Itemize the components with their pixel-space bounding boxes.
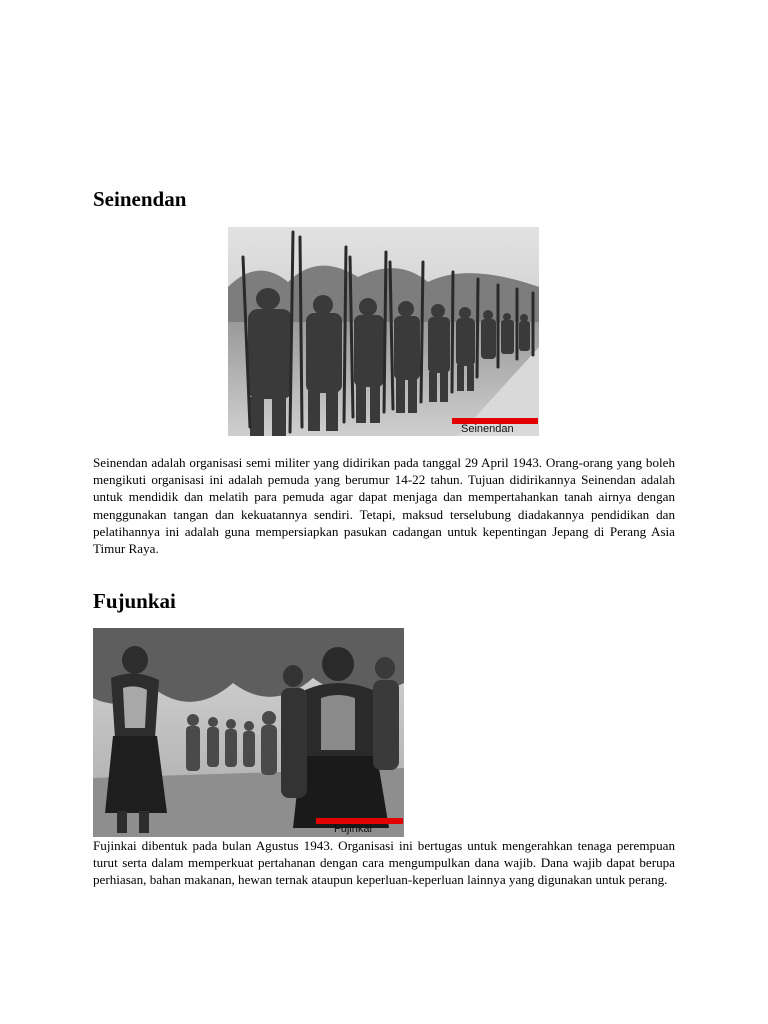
fujinkai-paragraph: Fujinkai dibentuk pada bulan Agustus 1943. Organisasi ini bertugas untuk mengerahkan tenaga perempuan turut serta dalam memperkuat pertahanan dengan cara mengumpulkan dana wajib. Dana wajib dapat berupa perhiasan, bahan makanan, hewan ternak ataupun keperluan-keperluan lainnya yang digunakan untuk perang. (93, 838, 675, 888)
seinendan-photo (228, 227, 539, 436)
fujinkai-photo-illustration (93, 628, 404, 837)
section-title-fujunkai: Fujunkai (93, 589, 176, 613)
section-title-seinendan: Seinendan (93, 187, 187, 211)
seinendan-paragraph: Seinendan adalah organisasi semi militer yang didirikan pada tanggal 29 April 1943. Orang-orang yang boleh mengikuti organisasi ini adalah pemuda yang berumur 14-22 tahun. Tujuan didirikannya Seinendan adalah untuk mendidik dan melatih para pemuda agar dapat menjaga dan mempertahankan tanah airnya dengan menggunakan tangan dan kekuatannya sendiri. Tetapi, maksud terselubung diadakannya pendidikan dan pelatihannya ini adalah guna mempersiapkan pasukan cadangan untuk kepentingan Jepang di Perang Asia Timur Raya. (93, 455, 675, 557)
fujinkai-image-caption: Fujinkai (334, 823, 372, 835)
seinendan-image-caption: Seinendan (461, 423, 514, 435)
fujinkai-photo (93, 628, 404, 837)
seinendan-photo-illustration (228, 227, 539, 436)
